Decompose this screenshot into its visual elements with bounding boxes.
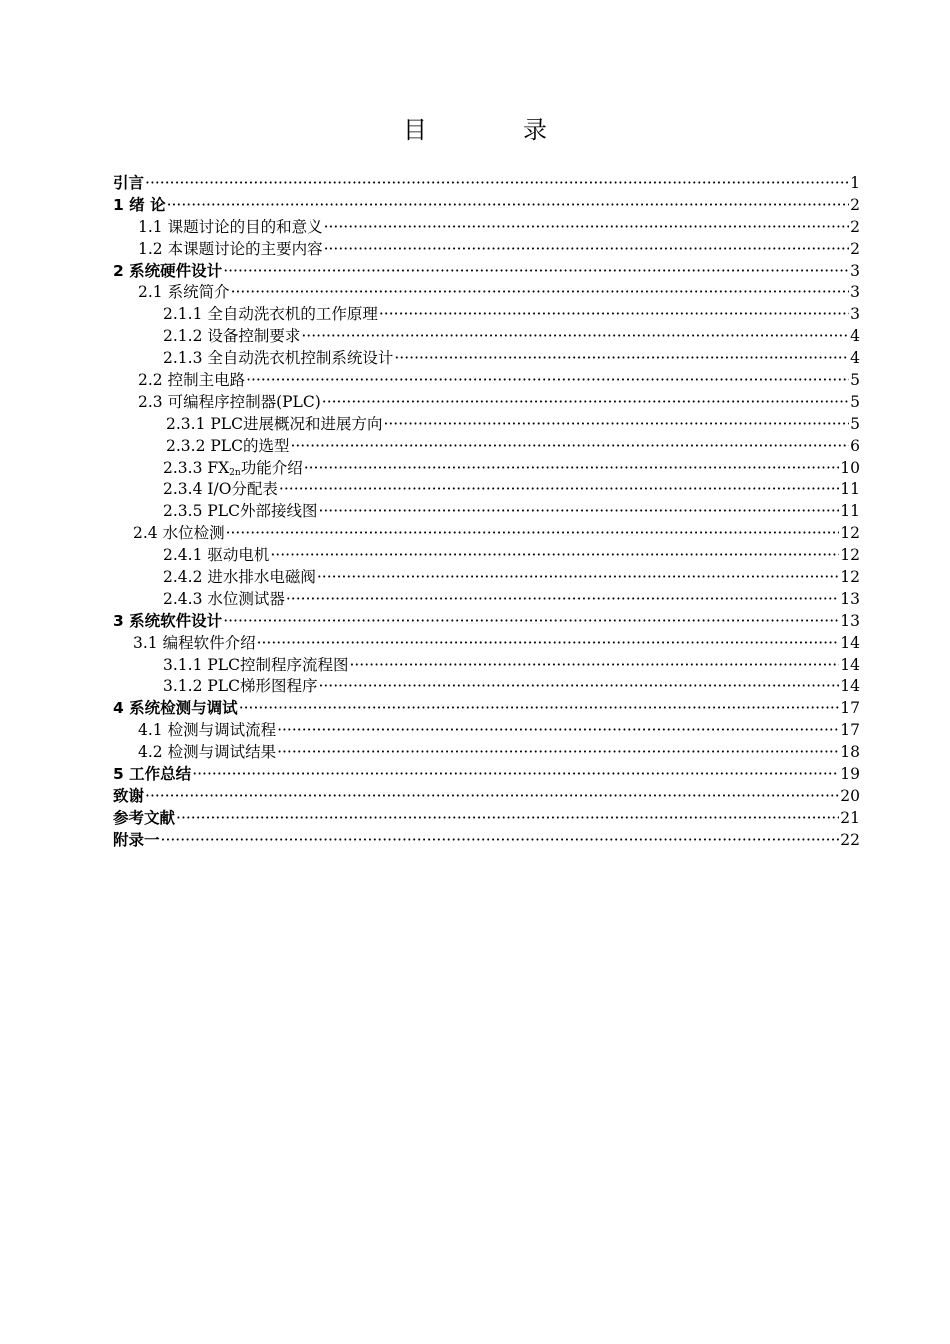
toc-entry-label-text: 2.1 系统简介 — [138, 283, 230, 302]
toc-entry-page-number: 3 — [850, 305, 860, 324]
toc-entry-page-number: 5 — [850, 392, 860, 411]
toc-entry-label — [113, 830, 160, 852]
toc-entry[interactable] — [113, 764, 860, 786]
dot-leader — [394, 348, 849, 370]
table-of-contents — [113, 173, 860, 852]
toc-entry-label — [163, 479, 278, 501]
toc-entry[interactable] — [113, 304, 860, 326]
dot-leader — [349, 655, 839, 677]
dot-leader — [286, 589, 839, 611]
dot-leader — [223, 261, 849, 283]
toc-entry-label — [163, 348, 393, 370]
toc-entry-label — [113, 786, 144, 808]
toc-entry-label-text: 1.1 课题讨论的目的和意义 — [138, 217, 323, 236]
dot-leader — [161, 830, 840, 852]
toc-entry[interactable] — [113, 479, 860, 501]
toc-entry[interactable] — [113, 720, 860, 742]
dot-leader — [231, 282, 850, 304]
dot-leader — [317, 567, 839, 589]
toc-entry-label-text: 3.1 编程软件介绍 — [133, 633, 256, 652]
toc-entry-label-text: 附录一 — [113, 830, 160, 849]
toc-entry-label — [163, 676, 317, 698]
toc-entry-label — [133, 523, 225, 545]
toc-entry[interactable] — [113, 545, 860, 567]
dot-leader — [318, 676, 839, 698]
dot-leader — [324, 217, 850, 239]
toc-entry-label-text: 2.3.4 I/O分配表 — [163, 480, 278, 499]
toc-entry-page-number: 11 — [840, 480, 860, 499]
toc-entry-label-text: 2.1.1 全自动洗衣机的工作原理 — [163, 305, 378, 324]
toc-entry-page-number: 14 — [840, 655, 860, 674]
toc-entry-page-number: 5 — [850, 371, 860, 390]
toc-entry-label — [113, 764, 191, 786]
toc-entry-label-text: 2.4.3 水位测试器 — [163, 589, 285, 608]
toc-entry[interactable] — [113, 282, 860, 304]
toc-entry-label-text: 3.1.2 PLC梯形图程序 — [163, 677, 318, 696]
dot-leader — [145, 173, 849, 195]
dot-leader — [239, 698, 840, 720]
toc-entry[interactable] — [113, 655, 860, 677]
dot-leader — [277, 742, 839, 764]
toc-entry[interactable] — [113, 217, 860, 239]
toc-entry-label — [163, 567, 316, 589]
toc-entry[interactable] — [113, 830, 860, 852]
toc-entry-label-text: 4.2 检测与调试结果 — [138, 743, 277, 762]
toc-entry-page-number: 17 — [840, 699, 860, 718]
toc-entry-page-number: 14 — [840, 677, 860, 696]
toc-entry-label-text: 2.4.1 驱动电机 — [163, 546, 270, 565]
toc-entry-subscript: 2n — [229, 467, 241, 478]
toc-entry-label-text: 3.1.1 PLC控制程序流程图 — [163, 655, 349, 674]
toc-entry[interactable] — [113, 173, 860, 195]
toc-entry-label — [138, 370, 245, 392]
dot-leader — [279, 479, 839, 501]
dot-leader — [226, 523, 840, 545]
toc-title: 目录 — [403, 116, 643, 144]
toc-entry-page-number: 3 — [850, 261, 860, 280]
toc-entry[interactable] — [113, 676, 860, 698]
toc-entry-page-number: 6 — [850, 436, 860, 455]
toc-entry[interactable] — [113, 458, 860, 480]
toc-entry-page-number: 21 — [840, 808, 860, 827]
toc-entry-page-number: 20 — [840, 786, 860, 805]
toc-entry-label — [113, 261, 222, 283]
toc-entry[interactable] — [113, 611, 860, 633]
toc-entry-label — [138, 392, 321, 414]
toc-entry-label — [166, 436, 289, 458]
toc-entry-label — [138, 742, 276, 764]
dot-leader — [277, 720, 839, 742]
toc-entry-page-number: 13 — [840, 589, 860, 608]
toc-entry-label-text: 2.2 控制主电路 — [138, 371, 246, 390]
toc-entry[interactable] — [113, 261, 860, 283]
toc-entry[interactable] — [113, 414, 860, 436]
toc-entry[interactable] — [113, 786, 860, 808]
toc-entry-label-text: 4.1 检测与调试流程 — [138, 721, 277, 740]
toc-entry-label — [113, 808, 175, 830]
toc-entry[interactable] — [113, 348, 860, 370]
toc-entry-page-number: 14 — [840, 633, 860, 652]
toc-entry[interactable] — [113, 633, 860, 655]
toc-entry-label-text: 2.4 水位检测 — [133, 524, 225, 543]
toc-entry-label — [113, 173, 144, 195]
toc-entry[interactable] — [113, 195, 860, 217]
toc-entry-label — [138, 239, 323, 261]
dot-leader — [301, 326, 849, 348]
toc-entry-page-number: 3 — [850, 283, 860, 302]
dot-leader — [167, 195, 850, 217]
toc-entry-label — [138, 282, 230, 304]
toc-entry-page-number: 4 — [850, 349, 860, 368]
dot-leader — [304, 458, 840, 480]
toc-entry[interactable] — [113, 523, 860, 545]
toc-entry-label — [163, 655, 348, 677]
toc-entry-label-text: 2.1.3 全自动洗衣机控制系统设计 — [163, 349, 394, 368]
toc-entry-page-number: 2 — [850, 239, 860, 258]
toc-entry-label-text: 致谢 — [113, 786, 145, 805]
toc-entry[interactable] — [113, 370, 860, 392]
toc-entry-label — [113, 195, 166, 217]
dot-leader — [379, 304, 849, 326]
toc-entry-page-number: 13 — [840, 611, 860, 630]
dot-leader — [176, 808, 839, 830]
toc-entry-label — [138, 720, 276, 742]
dot-leader — [257, 633, 840, 655]
dot-leader — [318, 501, 839, 523]
toc-entry-page-number: 11 — [840, 502, 860, 521]
toc-entry[interactable] — [113, 239, 860, 261]
toc-entry-page-number: 18 — [840, 743, 860, 762]
toc-entry-label-text: 5 工作总结 — [113, 765, 192, 784]
toc-entry-label — [163, 545, 269, 567]
toc-entry-label-text: 2 系统硬件设计 — [113, 261, 223, 280]
toc-entry-label-text: 4 系统检测与调试 — [113, 699, 238, 718]
toc-entry-label-text: 2.4.2 进水排水电磁阀 — [163, 568, 316, 587]
toc-entry-label-text: 参考文献 — [113, 808, 176, 827]
toc-entry-label — [113, 611, 222, 633]
toc-entry[interactable] — [113, 808, 860, 830]
toc-entry-label — [113, 698, 238, 720]
dot-leader — [270, 545, 839, 567]
toc-entry-label-text: 引言 — [113, 174, 145, 192]
toc-entry-page-number: 12 — [840, 524, 860, 543]
toc-entry-label-text: 2.3.5 PLC外部接线图 — [163, 502, 318, 521]
toc-entry-page-number: 22 — [840, 830, 860, 849]
toc-entry-label — [138, 217, 323, 239]
toc-entry-label-text: 功能介绍 — [240, 458, 303, 477]
toc-entry-page-number: 10 — [840, 458, 860, 477]
toc-entry-page-number: 12 — [840, 546, 860, 565]
toc-entry-page-number: 12 — [840, 568, 860, 587]
toc-entry-label — [133, 633, 256, 655]
toc-entry[interactable] — [113, 589, 860, 611]
dot-leader — [383, 414, 849, 436]
toc-entry[interactable] — [113, 326, 860, 348]
toc-entry-label-text: 2.1.2 设备控制要求 — [163, 327, 301, 346]
dot-leader — [223, 611, 839, 633]
toc-entry-page-number: 19 — [840, 765, 860, 784]
toc-entry-page-number: 5 — [850, 414, 860, 433]
dot-leader — [324, 239, 850, 261]
toc-entry[interactable] — [113, 436, 860, 458]
toc-entry-label-text: 1.2 本课题讨论的主要内容 — [138, 239, 323, 258]
toc-entry[interactable] — [113, 392, 860, 414]
toc-entry-label — [163, 304, 378, 326]
dot-leader — [145, 786, 839, 808]
toc-entry-label-text: 2.3.1 PLC进展概况和进展方向 — [166, 414, 383, 433]
toc-entry-label — [163, 326, 300, 348]
toc-entry-label-text: 2.3 可编程序控制器(PLC) — [138, 392, 321, 411]
toc-entry-label-text: 3 系统软件设计 — [113, 611, 223, 630]
toc-entry[interactable] — [113, 501, 860, 523]
toc-entry-label — [166, 414, 382, 436]
toc-entry-label-text: 2.3.2 PLC的选型 — [166, 436, 290, 455]
toc-entry-page-number: 2 — [850, 195, 860, 214]
toc-entry-page-number: 1 — [850, 174, 860, 192]
toc-entry-label-text: 2.3.3 FX — [163, 458, 230, 477]
toc-entry-label — [163, 589, 285, 611]
toc-entry-page-number: 4 — [850, 327, 860, 346]
toc-entry[interactable] — [113, 698, 860, 720]
dot-leader — [246, 370, 849, 392]
dot-leader — [290, 436, 849, 458]
toc-entry-label — [163, 501, 317, 523]
toc-entry-label-text: 1 绪 论 — [113, 195, 166, 214]
toc-entry-page-number: 2 — [850, 217, 860, 236]
toc-entry[interactable] — [113, 742, 860, 764]
dot-leader — [192, 764, 839, 786]
toc-entry-page-number: 17 — [840, 721, 860, 740]
dot-leader — [322, 392, 849, 414]
toc-entry[interactable] — [113, 567, 860, 589]
